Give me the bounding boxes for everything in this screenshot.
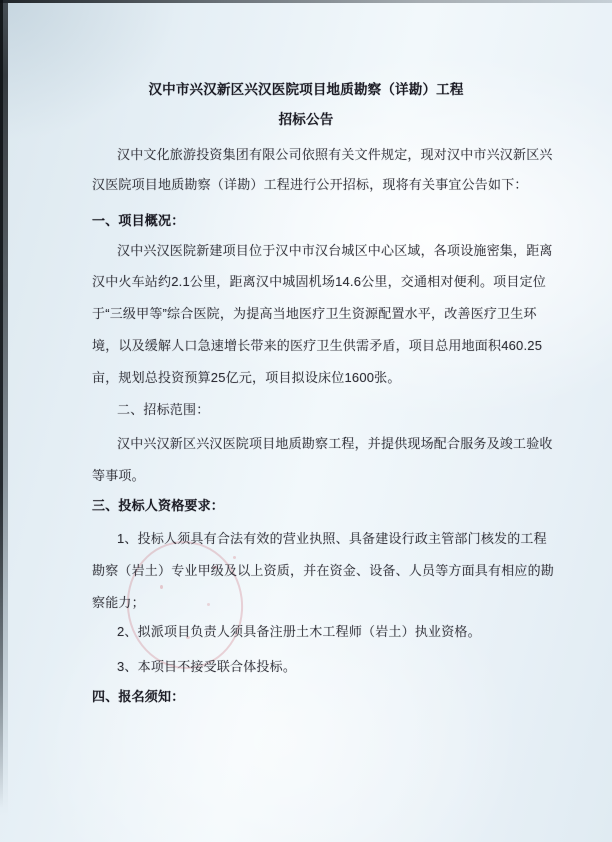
section2-line: 汉中兴汉新区兴汉医院项目地质勘察工程，并提供现场配合服务及竣工验收 [117,436,553,451]
scan-edge-top [0,0,612,3]
section-heading-3: 三、投标人资格要求： [92,498,225,513]
section3-item1-line: 勘察（岩土）专业甲级及以上资质，并在资金、设备、人员等方面具有相应的勘 [92,563,555,578]
intro-line: 汉医院项目地质勘察（详勘）工程进行公开招标，现将有关事宜公告如下： [92,177,528,192]
section2-line: 等事项。 [92,468,145,483]
section1-line: 境，以及缓解人口急速增长带来的医疗卫生供需矛盾，项目总用地面积460.25 [92,338,543,353]
doc-subtitle: 招标公告 [278,112,334,127]
scan-edge-left-core [0,0,3,808]
doc-title: 汉中市兴汉新区兴汉医院项目地质勘察（详勘）工程 [148,82,464,97]
section-heading-1: 一、项目概况： [92,213,185,228]
stamp-speck [160,585,163,589]
section1-line: 于“三级甲等”综合医院，为提高当地医疗卫生资源配置水平，改善医疗卫生环 [92,306,537,321]
section1-line: 亩，规划总投资预算25亿元，项目拟设床位1600张。 [92,370,401,385]
section-heading-2: 二、招标范围： [117,402,210,417]
section3-item1-line: 1、投标人须具有合法有效的营业执照、具备建设行政主管部门核发的工程 [117,531,547,546]
section3-item3: 3、本项目不接受联合体投标。 [117,659,297,674]
section3-item2: 2、拟派项目负责人须具备注册土木工程师（岩土）执业资格。 [117,624,481,639]
section1-line: 汉中火车站约2.1公里，距离汉中城固机场14.6公里，交通相对便利。项目定位 [92,274,546,289]
stamp-speck [207,603,210,606]
stamp-speck [233,556,236,559]
intro-line: 汉中文化旅游投资集团有限公司依照有关文件规定，现对汉中市兴汉新区兴 [117,147,553,162]
section-heading-4: 四、报名须知： [92,689,185,704]
section1-line: 汉中兴汉医院新建项目位于汉中市汉台城区中心区域，各项设施密集，距离 [117,243,553,258]
section3-item1-line: 察能力； [92,595,145,610]
